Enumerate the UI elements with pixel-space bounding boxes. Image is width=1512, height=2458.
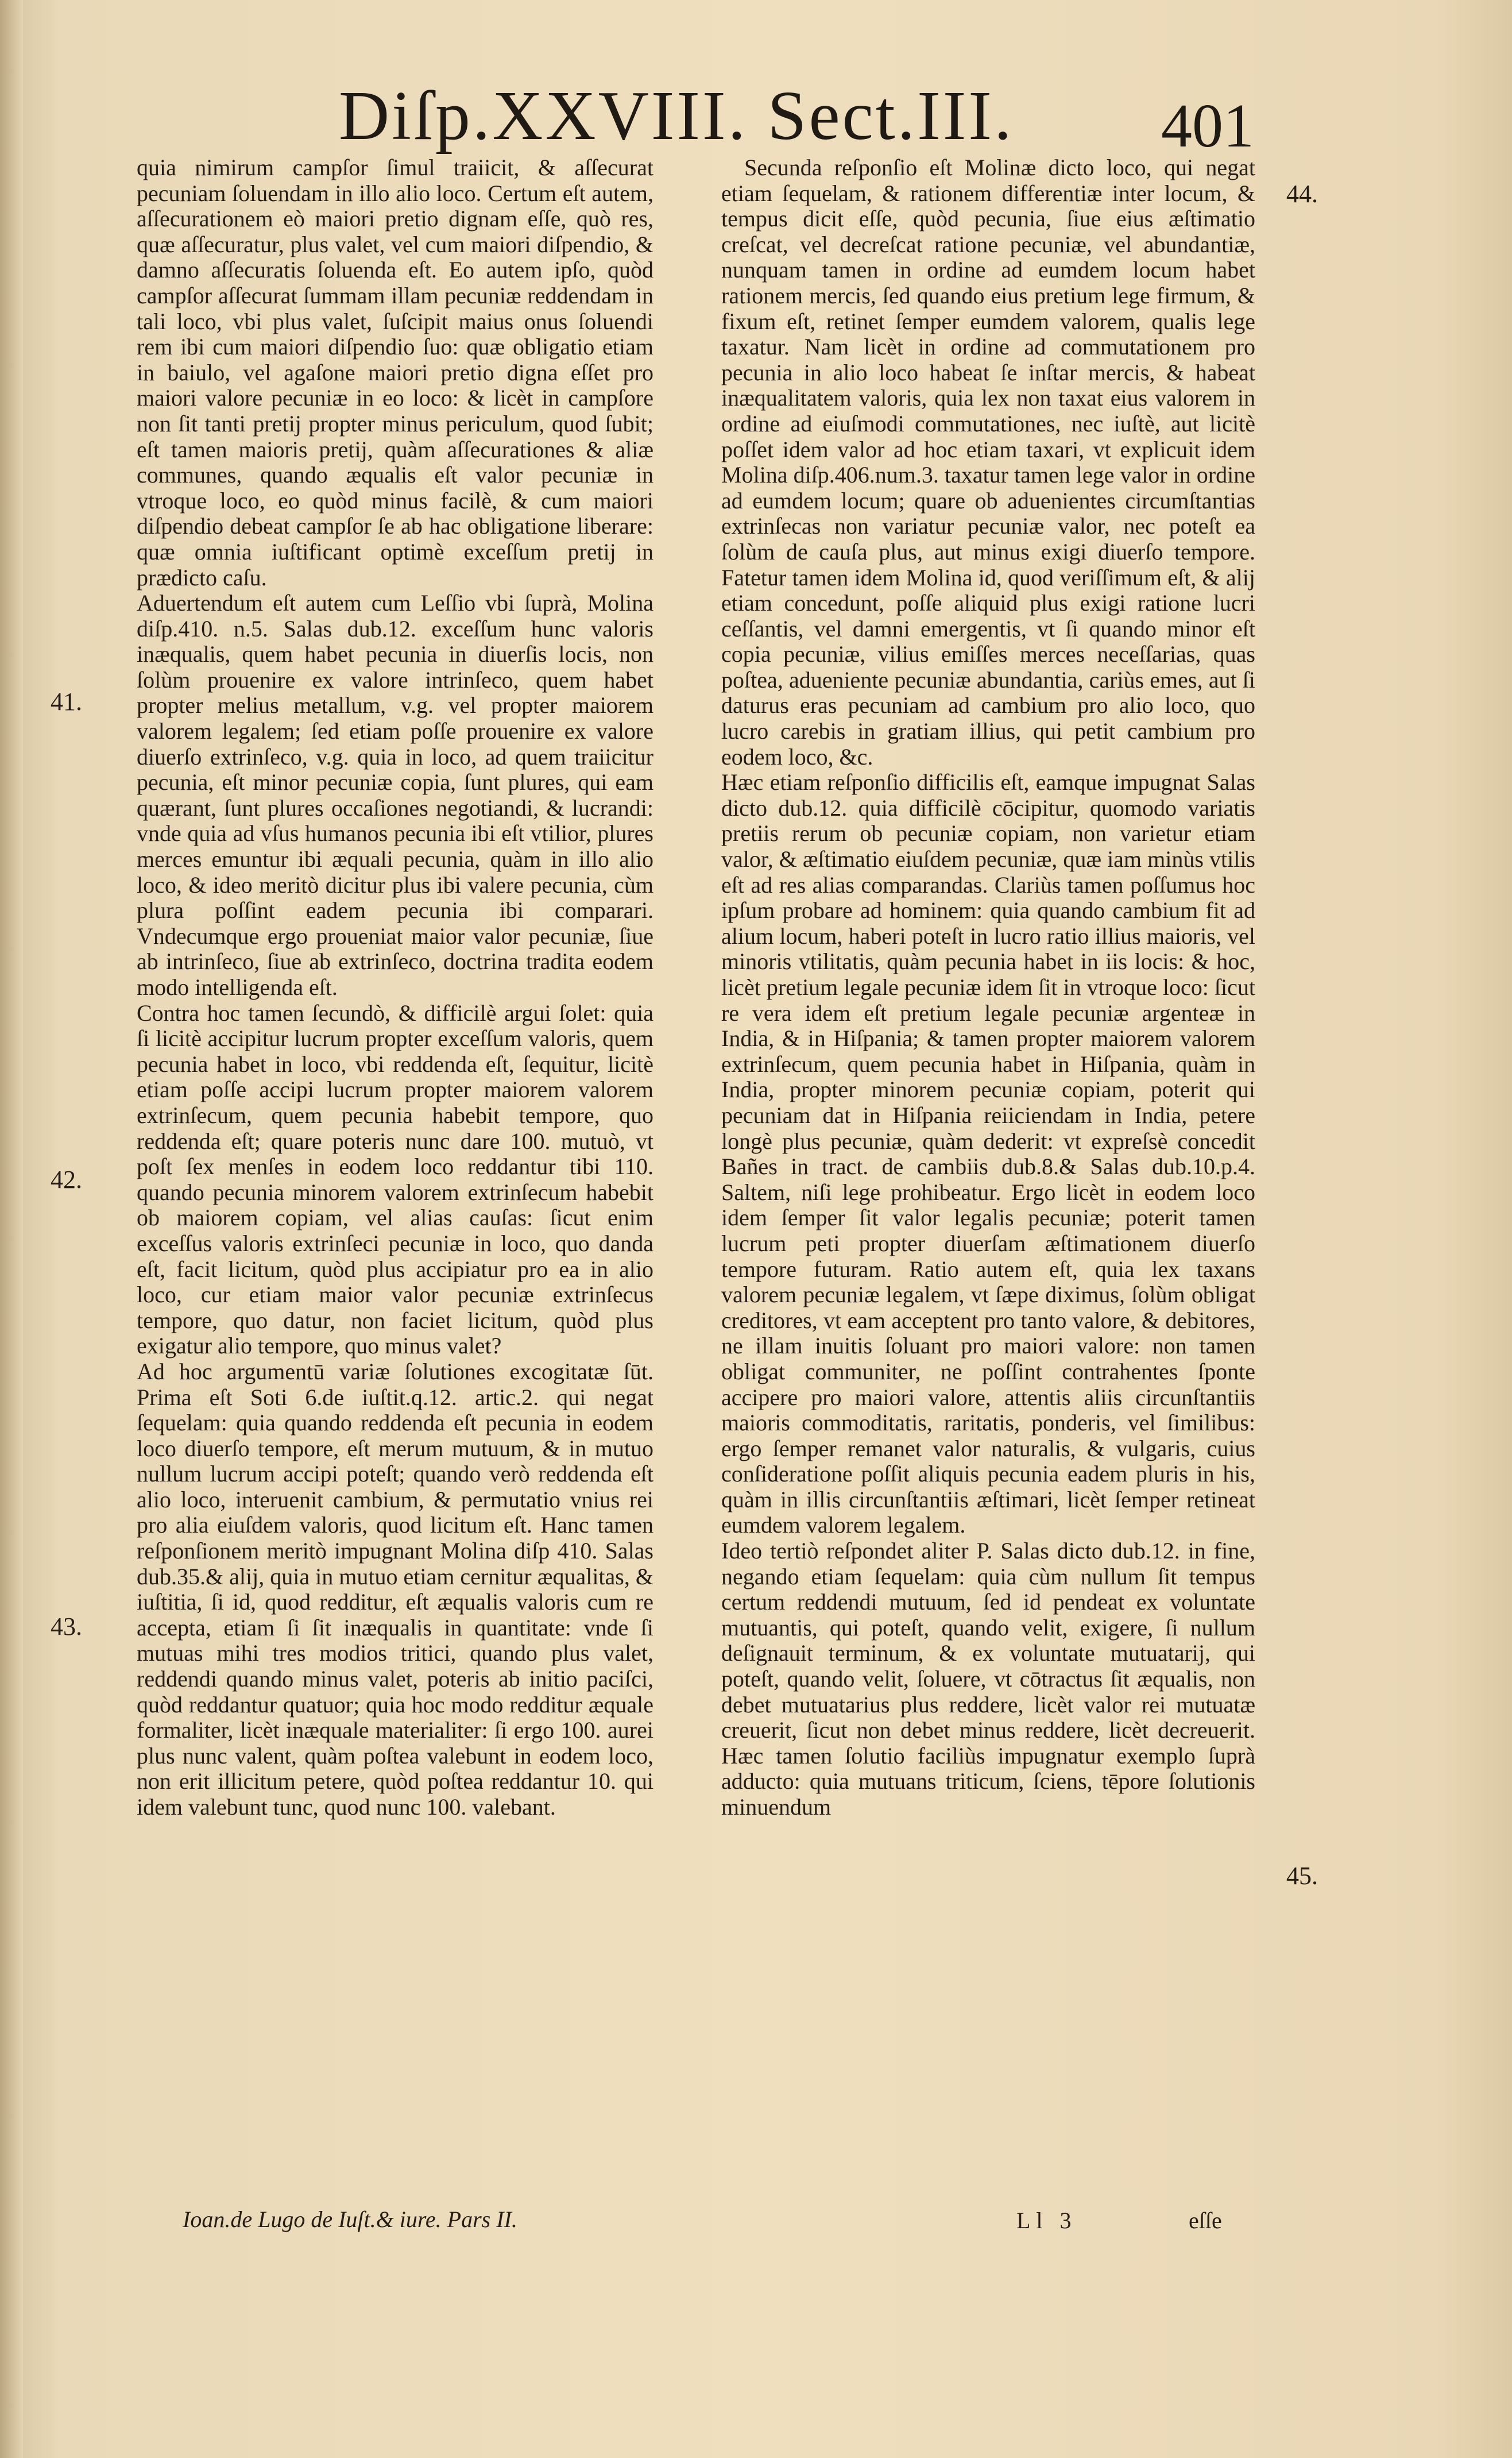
margin-number: 41. bbox=[51, 688, 82, 716]
right-text-column bbox=[721, 155, 1255, 1820]
paragraph: Ad hoc argumentū variæ ſolutiones excogitatæ ſūt. Prima eſt Soti 6.de iuſtit.q.12. artic.2. qui negat ſequelam: quia quando reddenda eſt pecunia in eodem loco diuerſo tempore, eſt merum mutuum, & in mutuo nullum lucrum accipi poteſt; quando verò reddenda eſt alio loco, interuenit cambium, & permutatio vnius rei pro alia eiuſdem valoris, quod licitum eſt. Hanc tamen reſponſionem meritò impugnant Molina diſp 410. Salas dub.35.& alij, quia in mutuo etiam cernitur æqualitas, & iuſtitia, ſi id, quod redditur, eſt æqualis valoris cum re accepta, etiam ſi ſit inæqualis in quantitate: vnde ſi mutuas mihi tres modios tritici, quando plus valet, reddendi quando minus valet, poteris ab initio paciſci, quòd reddantur quatuor; quia hoc modo redditur æquale formaliter, licèt inæquale materialiter: ſi ergo 100. aurei plus nunc valent, quàm poſtea valebunt in eodem loco, non erit illicitum petere, quòd poſtea reddantur 10. qui idem valebunt tunc, quod nunc 100. valebant. bbox=[137, 1358, 653, 1820]
page-header bbox=[0, 69, 1512, 161]
paragraph: Secunda reſponſio eſt Molinæ dicto loco, qui negat etiam ſequelam, & rationem differentiæ inter locum, & tempus dicit eſſe, quòd pecunia, ſiue eius æſtimatio creſcat, vel decreſcat ratione pecuniæ, vel abundantiæ, nunquam tamen in ordine ad eumdem locum habet rationem mercis, ſed quando eius pretium lege firmum, & fixum eſt, retinet ſemper eumdem valorem, qualis lege taxatur. Nam licèt in ordine ad commutationem pro pecunia in alio loco habeat ſe inſtar mercis, & habeat inæqualitatem valoris, quia lex non taxat eius valorem in ordine ad eiuſmodi commutationes, nec iuſtè, aut licitè poſſet idem valor ad hoc etiam taxari, vt explicuit idem Molina diſp.406.num.3. taxatur tamen lege valor in ordine ad eumdem locum; quare ob aduenientes circumſtantias extrinſecas non variatur pecuniæ valor, nec poteſt ea ſolùm de cauſa plus, aut minus exigi diuerſo tempore. Fatetur tamen idem Molina id, quod veriſſimum eſt, & alij etiam concedunt, poſſe aliquid plus exigi ratione lucri ceſſantis, vel damni emergentis, vt ſi quando minor eſt copia pecuniæ, vilius emiſſes merces neceſſarias, quas poſtea, adueniente pecuniæ abundantia, cariùs emes, aut ſi daturus eras pecuniam ad cambium pro alio loco, quo lucro carebis in gratiam illius, qui petit cambium pro eodem loco, &c. bbox=[721, 155, 1255, 770]
margin-number: 43. bbox=[51, 1612, 82, 1641]
paragraph: Ideo tertiò reſpondet aliter P. Salas dicto dub.12. in fine, negando etiam ſequelam: quia cùm nullum ſit tempus certum reddendi mutuum, ſed id pendeat ex voluntate mutuantis, qui poteſt, quando velit, exigere, ſi nullum deſignauit terminum, & ex voluntate mutuatarij, qui poteſt, quando velit, ſoluere, vt cōtractus ſit æqualis, non debet mutuatarius plus reddere, licèt valor rei mutuatæ creuerit, ſicut non debet minus reddere, licèt decreuerit. Hæc tamen ſolutio faciliùs impugnatur exemplo ſuprà adducto: quia mutuans triticum, ſciens, tēpore ſolutionis minuendum bbox=[721, 1538, 1255, 1820]
page-gutter-shadow bbox=[0, 0, 23, 2458]
paragraph: Aduertendum eſt autem cum Leſſio vbi ſuprà, Molina diſp.410. n.5. Salas dub.12. exceſſum hunc valoris inæqualis, quem habet pecunia in diuerſis locis, non ſolùm prouenire ex valore intrinſeco, quem habet propter melius metallum, v.g. vel propter maiorem valorem legalem; ſed etiam poſſe prouenire ex valore diuerſo extrinſeco, v.g. quia in loco, ad quem traiicitur pecunia, eſt minor pecuniæ copia, ſunt plures, qui eam quærant, ſunt plures occaſiones negotiandi, & lucrandi: vnde quia ad vſus humanos pecunia ibi eſt vtilior, plures merces emuntur ibi æquali pecunia, quàm in illo alio loco, & ideo meritò dicitur plus ibi valere pecunia, cùm plura poſſint eadem pecunia ibi comparari. Vndecumque ergo proueniat maior valor pecuniæ, ſiue ab intrinſeco, ſiue ab extrinſeco, doctrina tradita eodem modo intelligenda eſt. bbox=[137, 590, 653, 1000]
footer-author-line: Ioan.de Lugo de Iuſt.& iure. Pars II. bbox=[183, 2206, 517, 2232]
signature-mark: Ll 3 bbox=[1016, 2208, 1077, 2233]
margin-number: 45. bbox=[1286, 1862, 1318, 1890]
margin-number: 42. bbox=[51, 1166, 82, 1194]
running-title: Diſp.XXVIII. Sect.III. bbox=[339, 77, 1014, 155]
catchword: eſſe bbox=[1189, 2208, 1222, 2233]
paragraph: Contra hoc tamen ſecundò, & difficilè argui ſolet: quia ſi licitè accipitur lucrum propter exceſſum valoris, quem pecunia habet in loco, vbi reddenda eſt, ſequitur, licitè etiam poſſe accipi lucrum propter maiorem valorem extrinſecum, quem pecunia habebit tempore, quo reddenda eſt; quare poteris nunc dare 100. mutuò, vt poſt ſex menſes in eodem loco reddantur tibi 110. quando pecunia minorem valorem extrinſecum habebit ob maiorem copiam, vel alias cauſas: ſicut enim exceſſus valoris extrinſeci pecuniæ in loco, quo danda eſt, facit licitum, quòd plus accipiatur pro ea in alio loco, cur etiam maior valor pecuniæ extrinſecus tempore, quo datur, non faciet licitum, quòd plus exigatur alio tempore, quo minus valet? bbox=[137, 1000, 653, 1359]
margin-number: 44. bbox=[1286, 180, 1318, 208]
left-text-column bbox=[137, 155, 653, 1820]
page-number: 401 bbox=[1161, 92, 1254, 160]
paragraph: quia nimirum campſor ſimul traiicit, & aſſecurat pecuniam ſoluendam in illo alio loco. Certum eſt autem, aſſecurationem eò maiori pretio dignam eſſe, quò res, quæ aſſecuratur, plus valet, vel cum maiori diſpendio, & damno aſſecuratis ſoluenda eſt. Eo autem ipſo, quòd campſor aſſecurat ſummam illam pecuniæ reddendam in tali loco, vbi plus valet, ſuſcipit maius onus ſoluendi rem ibi cum maiori diſpendio ſuo: quæ obligatio etiam in baiulo, vel agaſone maiori pretio digna eſſet pro maiori valore pecuniæ in eo loco: & licèt in campſore non ſit tanti pretij propter minus periculum, quod ſubit; eſt tamen maioris pretij, quàm aſſecurationes & aliæ communes, quando æqualis eſt valor pecuniæ in vtroque loco, eo quòd minus facilè, & cum maiori diſpendio debeat campſor ſe ab hac obligatione liberare: quæ omnia iuſtificant optimè exceſſum pretij in prædicto caſu. bbox=[137, 155, 653, 591]
paragraph: Hæc etiam reſponſio difficilis eſt, eamque impugnat Salas dicto dub.12. quia difficilè cōcipitur, quomodo variatis pretiis rerum ob pecuniæ copiam, non varietur etiam valor, & æſtimatio eiuſdem pecuniæ, quæ iam minùs vtilis eſt ad res alias comparandas. Clariùs tamen poſſumus hoc ipſum probare ad hominem: quia quando cambium fit ad alium locum, haberi poteſt in lucro ratio illius maioris, vel minoris vtilitatis, quàm pecunia habet in iis locis: & hoc, licèt pretium legale pecuniæ idem ſit in vtroque loco: ſicut re vera idem eſt pretium legale pecuniæ argenteæ in India, & in Hiſpania; & tamen propter maiorem valorem extrinſecum, quem pecunia habet in Hiſpania, quàm in India, propter minorem pecuniæ copiam, poterit qui pecuniam dat in Hiſpania reiiciendam in India, petere longè plus pecuniæ, quàm dederit: vt expreſsè concedit Bañes in tract. de cambiis dub.8.& Salas dub.10.p.4. Saltem, niſi lege prohibeatur. Ergo licèt in eodem loco idem ſemper ſit valor legalis pecuniæ; poterit tamen lucrum peti propter diuerſam æſtimationem diuerſo tempore futuram. Ratio autem eſt, quia lex taxans valorem pecuniæ legalem, vt ſæpe diximus, ſolùm obligat creditores, vt eam acceptent pro tanto valore, & debitores, ne illam inuitis ſoluant pro maiori valore: non tamen obligat communiter, ne poſſint contrahentes ſponte accipere pro maiori valore, attentis aliis circunſtantiis maioris commoditatis, raritatis, ponderis, vel ſimilibus: ergo ſemper remanet valor naturalis, & vulgaris, cuius conſideratione poſſit aliquis pecunia eadem pluris in his, quàm in illis circunſtantiis æſtimari, licèt ſemper retineat eumdem valorem legalem. bbox=[721, 769, 1255, 1538]
